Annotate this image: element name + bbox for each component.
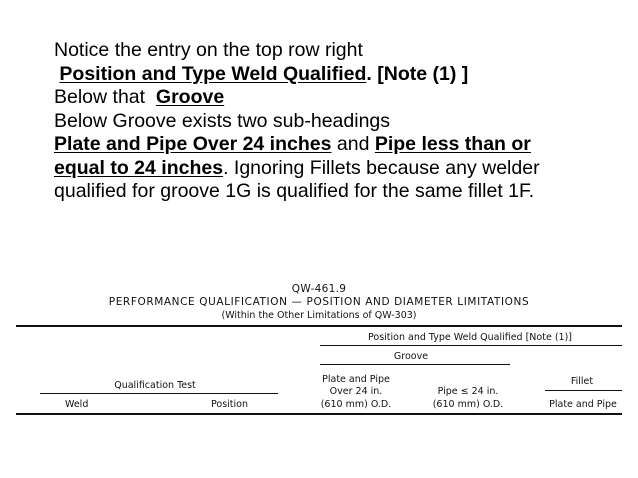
and-connector: and [331,133,375,155]
plate-and-pipe-column-header: Plate and Pipe [549,399,617,410]
below-that-prefix: Below that [54,86,151,108]
table-top-rule [16,325,622,327]
qualified-line: qualified for groove 1G is qualified for the same fillet 1F. [54,180,535,202]
weld-column-header: Weld [65,399,89,410]
table-subheading: (Within the Other Limitations of QW-303) [221,310,417,321]
groove-emphasis: Groove [155,86,225,108]
position-column-header: Position [211,399,248,410]
groove-rule [320,364,510,365]
pipe-le-line1: Pipe ≤ 24 in. [437,386,499,397]
table-title: QW-461.9 [291,283,347,295]
plate-pipe-over-emphasis: Plate and Pipe Over 24 inches [54,133,332,155]
ignoring-fillets-text: . Ignoring Fillets because any welder [223,156,540,179]
plate-pipe-over-line1: Plate and Pipe [322,374,390,385]
plate-pipe-over-line3: (610 mm) O.D. [320,399,392,410]
notice-line: Notice the entry on the top row right [54,39,363,61]
sub-headings-line: Below Groove exists two sub-headings [54,109,391,132]
qualification-test-rule [40,393,278,394]
equal-24-emphasis: equal to 24 inches [54,156,224,179]
qualification-test-header: Qualification Test [114,380,196,391]
groove-header: Groove [393,351,429,362]
position-type-header: Position and Type Weld Qualified [Note (1)] [368,332,572,343]
pipe-less-emphasis: Pipe less than or [374,133,531,155]
fillet-rule [545,390,622,391]
plate-pipe-over-line2: Over 24 in. [329,386,383,397]
table-heading: PERFORMANCE QUALIFICATION — POSITION AND DIAMETER LIMITATIONS [108,296,530,308]
table-header-bottom-rule [16,413,622,415]
note-reference: . [Note (1) ] [366,62,469,85]
pipe-le-line2: (610 mm) O.D. [432,399,504,410]
position-type-rule [320,345,622,346]
fillet-header: Fillet [570,376,594,387]
position-type-emphasis: Position and Type Weld Qualified [59,62,367,85]
